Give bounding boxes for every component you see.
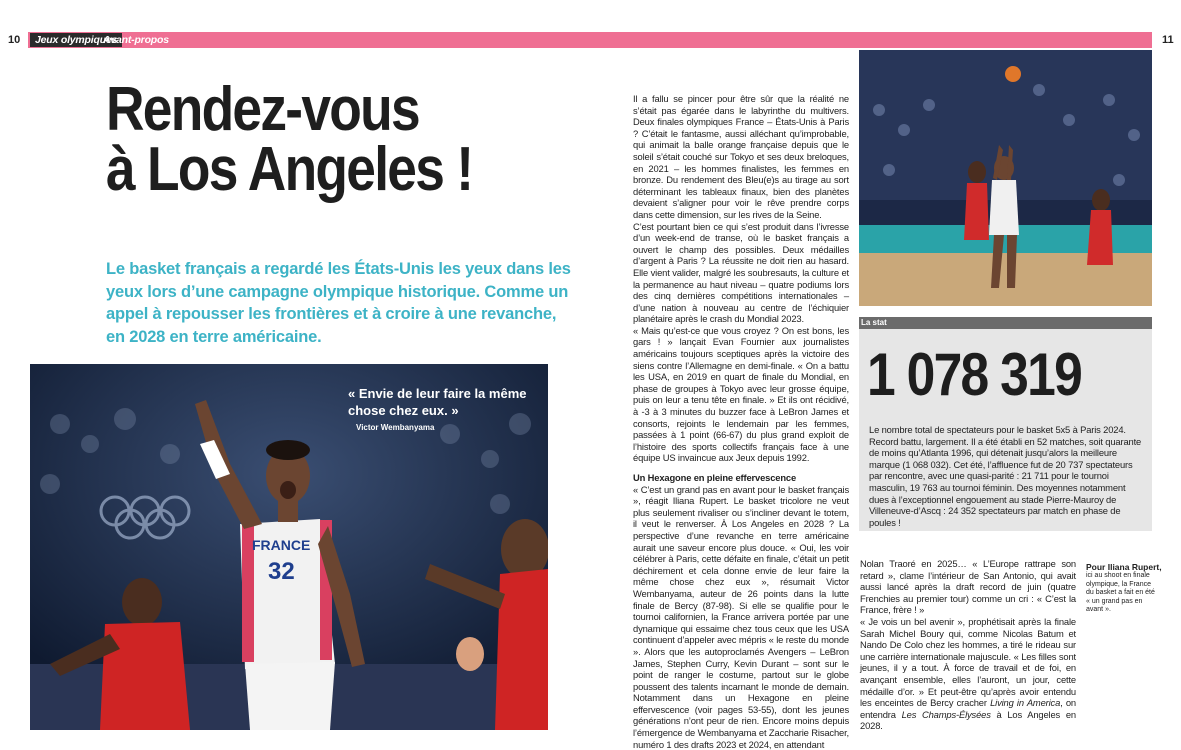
photo-quote-author: Victor Wembanyama	[356, 423, 435, 432]
body-column-1	[633, 93, 849, 750]
subsection-label: Avant-propos	[103, 34, 169, 46]
subhead: Un Hexagone en pleine effervescence	[633, 472, 797, 483]
song-title: Living in America	[990, 697, 1061, 709]
song-title: Les Champs-Élysées	[901, 708, 991, 720]
body-text: , on entendra	[860, 697, 1076, 720]
body-paragraph: Nolan Traoré en 2025… « L’Europe rattrape son retard », clame l’intérieur de San Antonio, qui avait aussi lancé après la draft record de juin (quatre Frenchies au premier tour) comme un cri : « C’est la France, frère ! »	[860, 558, 1076, 616]
page-number-right: 11	[1162, 34, 1174, 46]
photo-illustration-2	[859, 50, 1152, 306]
page-number-left: 10	[8, 34, 21, 46]
headline-line-2: à Los Angeles !	[106, 135, 473, 204]
caption-text: ici au shoot en finale olympique, la France du basket a fait en été « un grand pas en avant ».	[1086, 572, 1155, 613]
body-paragraph: « C’est un grand pas en avant pour le basket français », réagit Iliana Rupert. Le basket tricolore ne veut plus seulement rivaliser ou s’incliner devant le totem, il veut le renverser. À Los Angeles en 2028 ? La perspective d’une revanche en terre américaine aurait une saveur encore plus douce. « Oui, les voir célébrer à Paris, cette défaite en finale, c’était un petit déchirement et cela donne envie de leur faire la même chose chez eux », résumait Victor Wembanyama, auteur de 26 points dans la lutte finale de Bercy (87-98). Si elle se qualifie pour le tournoi californien, la France arrivera portée par une dynamique qui essaime chez tous ceux que les USA continuent d’appeler avec mépris « le reste du monde ». Alors que les autoproclamés Avengers – LeBron James, Stephen Curry, Kevin Durant – sont sur le point de ranger le costume, partout sur le globe poussent des talents incarnant le monde de demain. Notamment dans un Hexagone en pleine effervescence (voir pages 53-55), dont les jeunes générations n’ont peur de rien. Encore moins depuis l’émergence de Wembanyama et Zaccharie Risacher, numéro 1 des drafts 2023 et 2024, en attendant	[633, 483, 849, 750]
body-column-2	[860, 558, 1076, 732]
body-paragraph	[860, 616, 1076, 732]
body-text: « Je vois un bel avenir », prophétisait après la finale Sarah Michel Boury qui, comme Nicolas Batum et Nando De Colo chez les hommes, a tiré le rideau sur une carrière internationale majuscule. « Les filles sont jeunes, il y a tout. À force de travail et de foi, en avançant ensemble, elles l’auront, un jour, cette médaille d’or. » Et peut-être qu’après avoir entendu les enceintes de Bercy cracher	[860, 615, 1076, 709]
body-paragraph: C’est pourtant bien ce qui s’est produit dans l’ivresse d’un week-end de transe, où le basket français a ouvert le champ des possibles. Deux médailles d’argent à Paris ? La réussite ne doit rien au hasard. Elle vient valider, malgré les soubresauts, la culture et la permanence au haut niveau – quatre podiums lors des cinq dernières compétitions internationales – d’une nation à nouveau au centre de l’échiquier planétaire après le crash du Mondial 2023.	[633, 220, 849, 325]
body-paragraph: Il a fallu se pincer pour être sûr que la réalité ne s’était pas égarée dans le labyrinthe du multivers. Deux finales olympiques France – États-Unis à Paris ? C’était le fantasme, aussi alléchant qu’improbable, qui animait la balle orange française depuis que le soleil s’était couché sur Tokyo et ses deux breloques, en 2021 – les hommes finalistes, les femmes en bronze. Du rendement des Bleu(e)s au tirage au sort déterminant les tableaux finaux, bien des planètes devaient s’aligner pour voir le rêve prendre corps dans cette dimension, sur les rives de la Seine.	[633, 93, 849, 220]
caption-title: Pour Iliana Rupert,	[1086, 562, 1162, 572]
intro-text: Le basket français a regardé les États-Unis les yeux dans les yeux lors d’une campagne olympique historique. Comme un appel à repousser les frontières et à croire à une revanche, en 2028 en terre américaine.	[106, 260, 571, 346]
stat-text: Le nombre total de spectateurs pour le basket 5x5 à Paris 2024. Record battu, largement. Il a été établi en 52 matches, soit quarante de moins qu’Atlanta 1996, qui détenait jusqu’alors la meilleure marque (1 068 032). Cet été, l’affluence fut de 20 737 spectateurs par rencontre, avec une quasi-parité : 21 711 pour le tournoi masculin, 19 763 au tournoi féminin. Des moyennes notamment dues à l’exceptionnel engouement au stade Pierre-Mauroy de Villeneuve-d’Ascq : 24 352 spectateurs par match en phase de poules !	[869, 424, 1142, 528]
headline-line-1: Rendez-vous	[106, 75, 419, 144]
headline	[106, 75, 519, 204]
header-band	[28, 32, 1152, 48]
photo-quote: « Envie de leur faire la même chose chez eux. »	[348, 386, 527, 418]
body-paragraph: « Mais qu’est-ce que vous croyez ? On est bons, les gars ! » lançait Evan Fournier aux journalistes américains toujours sceptiques après la victoire des siens contre l’Allemagne en demi-finale. « On a battu les USA, en 2019 en quart de finale du Mondial, en phase de groupes à Tokyo avec leur grosse équipe, puis on leur a tenu tête en finale. » Et ils ont récidivé, à -3 à 3 minutes du buzzer face à LeBron James et consorts, rejoints le lendemain par les femmes, passées à 1 point (66-67) du plus grand exploit de l’histoire des sports collectifs français face à une équipe US invaincue aux Jeux depuis 1992.	[633, 324, 849, 464]
jersey-text: FRANCE	[252, 537, 311, 553]
body-text: à Los Angeles en 2028.	[860, 708, 1076, 732]
stat-number: 1 078 319	[867, 341, 1082, 408]
jersey-number: 32	[268, 558, 295, 585]
rupert-photo	[859, 50, 1152, 306]
stat-label: La stat	[859, 317, 1152, 329]
section-label: Jeux olympiques	[30, 33, 122, 47]
